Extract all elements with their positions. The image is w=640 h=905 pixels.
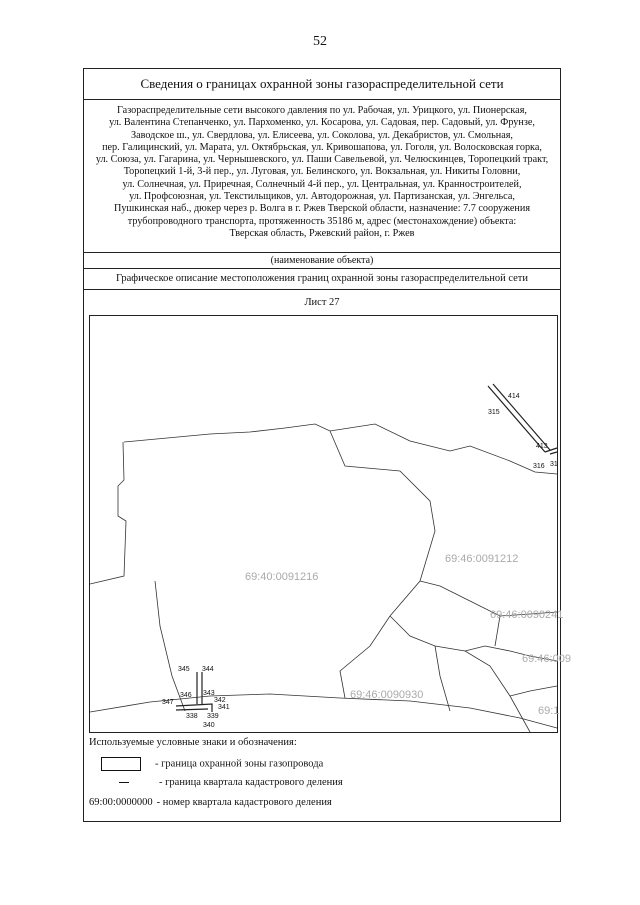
map-point-label: 345 [178, 666, 190, 673]
description-line: ул. Валентина Степанченко, ул. Пархоменко, ул. Косарова, ул. Садовая, пер. Садовый, ул. Фрунзе, [109, 117, 535, 129]
quarter-boundary [330, 431, 435, 698]
sheet-label: Лист 27 [304, 297, 340, 308]
map-point-label: 339 [207, 713, 219, 720]
legend-zone-text: - граница охранной зоны газопровода [155, 758, 324, 770]
quarter-code-symbol: 69:00:0000000 [89, 797, 153, 808]
cadastral-quarter-label: 69:46:0090930 [350, 689, 424, 701]
quarter-boundary [90, 694, 560, 728]
quarter-boundary [510, 686, 557, 696]
map-point-label: 315 [488, 409, 500, 416]
legend-title: Используемые условные знаки и обозначения: [89, 737, 297, 748]
cadastral-quarter-label: 69:40:0091216 [245, 571, 319, 583]
description-line: Тверская область, Ржевский район, г. Ржев [229, 227, 415, 239]
map-drawing [90, 316, 571, 732]
description-line: Газораспределительные сети высокого давления по ул. Рабочая, ул. Урицкого, ул. Пионерская, [117, 105, 527, 116]
graphic-description-title: Графическое описание местоположения границ охранной зоны газораспределительной сети [84, 269, 560, 290]
cadastral-quarter-label: 69:46:0090241 [490, 609, 564, 621]
cadastral-map [89, 315, 571, 733]
description-line: ул. Союза, ул. Гагарина, ул. Чернышевского, ул. Паши Савельевой, ул. Челюскинцев, Торопецкий тракт, [95, 154, 549, 166]
description-line: ул. Солнечная, ул. Приречная, Солнечный 4-й пер., ул. Центральная, ул. Кранностроителей, [122, 178, 522, 190]
zone-boundary [197, 672, 202, 704]
legend-zone-boundary [89, 757, 323, 771]
cadastral-quarter-label: 69:46:0091212 [445, 553, 519, 565]
quarter-boundary [390, 616, 530, 732]
cadastral-quarter-label: 69:46:009 [522, 653, 571, 665]
map-point-label: 31 [550, 461, 558, 468]
legend-code-text: - номер квартала кадастрового деления [156, 797, 332, 808]
description-line: трубопроводного транспорта, протяженность 35186 м, адрес (местонахождение) объекта: [127, 215, 517, 227]
page-number: 52 [313, 34, 327, 49]
map-point-label: 340 [203, 722, 215, 729]
map-point-label: 413 [536, 443, 548, 450]
section-title: Сведения о границах охранной зоны газораспределительной сети [84, 69, 560, 100]
map-point-label: 316 [533, 463, 545, 470]
description-line: ул. Профсоюзная, ул. Текстильщиков, ул. Автодорожная, ул. Партизанская, ул. Энгельса, [129, 191, 515, 203]
map-point-label: 344 [202, 666, 214, 673]
quarter-boundary [435, 646, 450, 711]
object-description [84, 100, 560, 253]
quarter-boundary [90, 442, 126, 584]
legend-quarter-code [89, 797, 332, 808]
legend-quarter-boundary [89, 777, 343, 788]
zone-boundary [176, 704, 212, 712]
map-point-label: 414 [508, 393, 520, 400]
quarter-boundary [124, 424, 557, 474]
map-point-label: 338 [186, 713, 198, 720]
legend-quarter-text: - граница квартала кадастрового деления [159, 777, 343, 788]
object-caption: (наименование объекта) [84, 254, 560, 269]
zone-boundary-symbol [101, 757, 141, 771]
description-line: Торопецкий 1-й, 3-й пер., ул. Луговая, ул. Белинского, ул. Вокзальная, ул. Никиты Головни, [123, 166, 521, 178]
quarter-boundary-symbol [119, 782, 129, 783]
map-point-label: 347 [162, 699, 174, 706]
description-line: Пушкинская наб., дюкер через р. Волга в г. Ржев Тверской области, назначение: 7.7 сооружения [113, 203, 531, 215]
document-frame [83, 68, 571, 822]
map-point-label: 341 [218, 704, 230, 711]
cadastral-quarter-label: 69:1 [538, 705, 560, 717]
map-point-label: 342 [214, 697, 226, 704]
description-line: Заводское ш., ул. Свердлова, ул. Елисеева, ул. Соколова, ул. Декабристов, ул. Смольная, [131, 129, 513, 141]
map-point-label: 343 [203, 690, 215, 697]
description-line: пер. Галицинский, ул. Марата, ул. Октябрьская, ул. Кривошапова, ул. Гоголя, ул. Волосковская горка, [102, 141, 542, 153]
map-point-label: 346 [180, 692, 192, 699]
